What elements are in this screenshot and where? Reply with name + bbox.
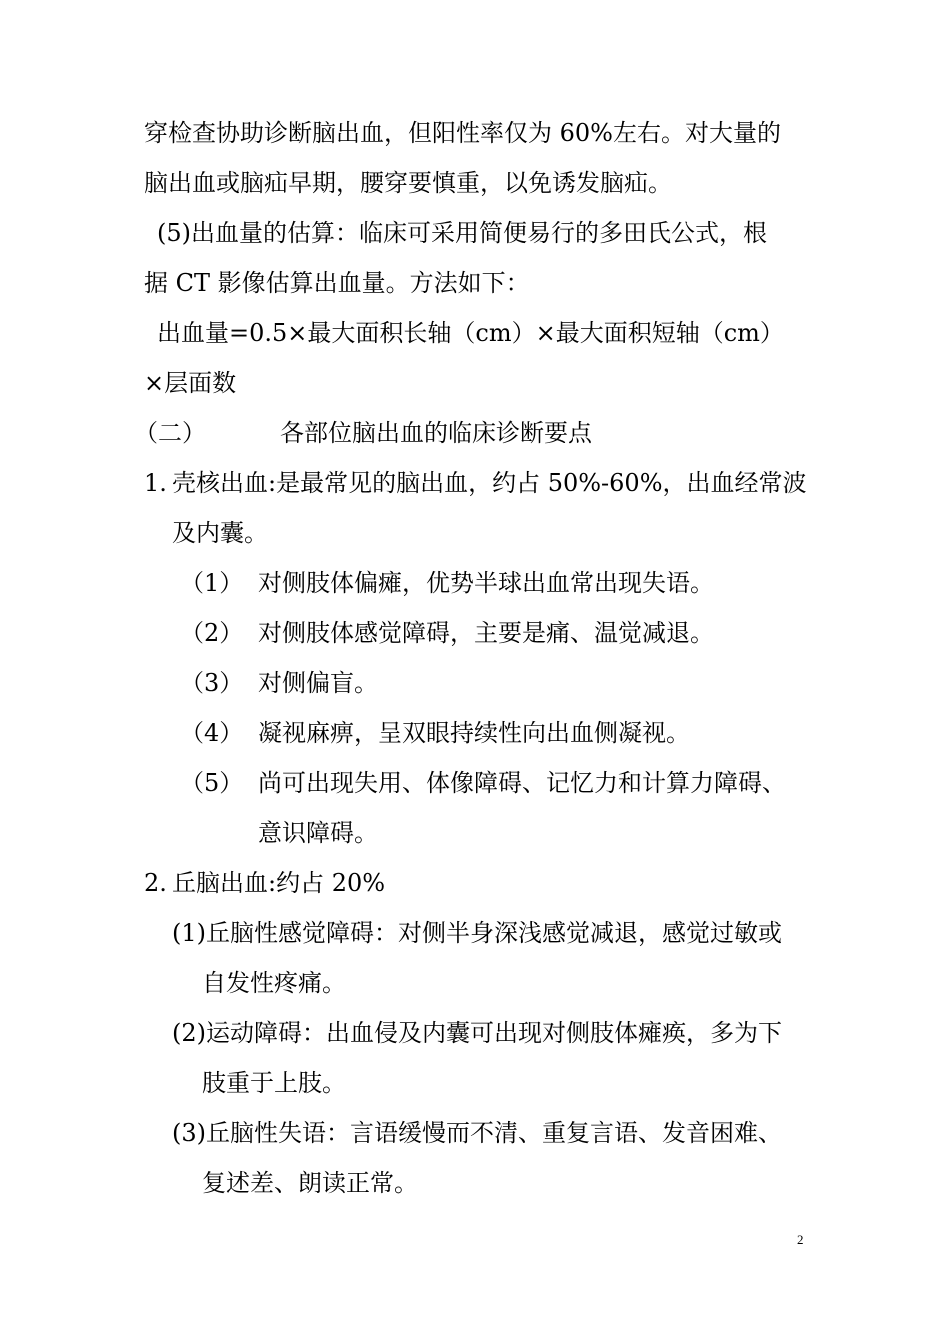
paragraph-line: (5)出血量的估算：临床可采用简便易行的多田氏公式，根 [157,219,767,247]
list-item-text: 壳核出血:是最常见的脑出血，约占 50%-60%，出血经常波 [172,469,807,497]
paragraph-line: 据 CT 影像估算出血量。方法如下： [144,269,530,297]
page-number: 2 [797,1232,804,1247]
paragraph-line: 穿检查协助诊断脑出血，但阳性率仅为 60%左右。对大量的 [144,119,781,147]
sub-item-number: （4） [180,719,244,747]
paragraph-line: 脑出血或脑疝早期，腰穿要慎重，以免诱发脑疝。 [144,169,672,197]
sub-item-text: (3)丘脑性失语：言语缓慢而不清、重复言语、发音困难、 [172,1119,782,1147]
sub-item-number: （3） [180,669,244,697]
sub-item-text: 凝视麻痹，呈双眼持续性向出血侧凝视。 [258,719,690,747]
formula-line: ×层面数 [144,369,237,397]
sub-item-number: （1） [180,569,244,597]
sub-item-text: (2)运动障碍：出血侵及内囊可出现对侧肢体瘫痪，多为下 [172,1019,782,1047]
sub-item-text: 对侧肢体感觉障碍，主要是痛、温觉减退。 [258,619,714,647]
section-title: 各部位脑出血的临床诊断要点 [280,419,592,447]
sub-item-number: （2） [180,619,244,647]
sub-item-text: 尚可出现失用、体像障碍、记忆力和计算力障碍、 [258,769,786,797]
sub-item-text: 意识障碍。 [258,819,378,847]
formula-line: 出血量=0.5×最大面积长轴（cm）×最大面积短轴（cm） [157,319,784,347]
sub-item-number: （5） [180,769,244,797]
list-item-number: 1. [144,469,167,497]
list-item-text: 丘脑出血:约占 20% [172,869,386,897]
sub-item-text: (1)丘脑性感觉障碍：对侧半身深浅感觉减退，感觉过敏或 [172,919,782,947]
sub-item-text: 自发性疼痛。 [202,969,346,997]
list-item-number: 2. [144,869,167,897]
sub-item-text: 对侧偏盲。 [258,669,378,697]
list-item-text: 及内囊。 [172,519,268,547]
sub-item-text: 肢重于上肢。 [202,1069,346,1097]
section-number: （二） [134,419,206,447]
sub-item-text: 复述差、朗读正常。 [202,1169,418,1197]
sub-item-text: 对侧肢体偏瘫，优势半球出血常出现失语。 [258,569,714,597]
